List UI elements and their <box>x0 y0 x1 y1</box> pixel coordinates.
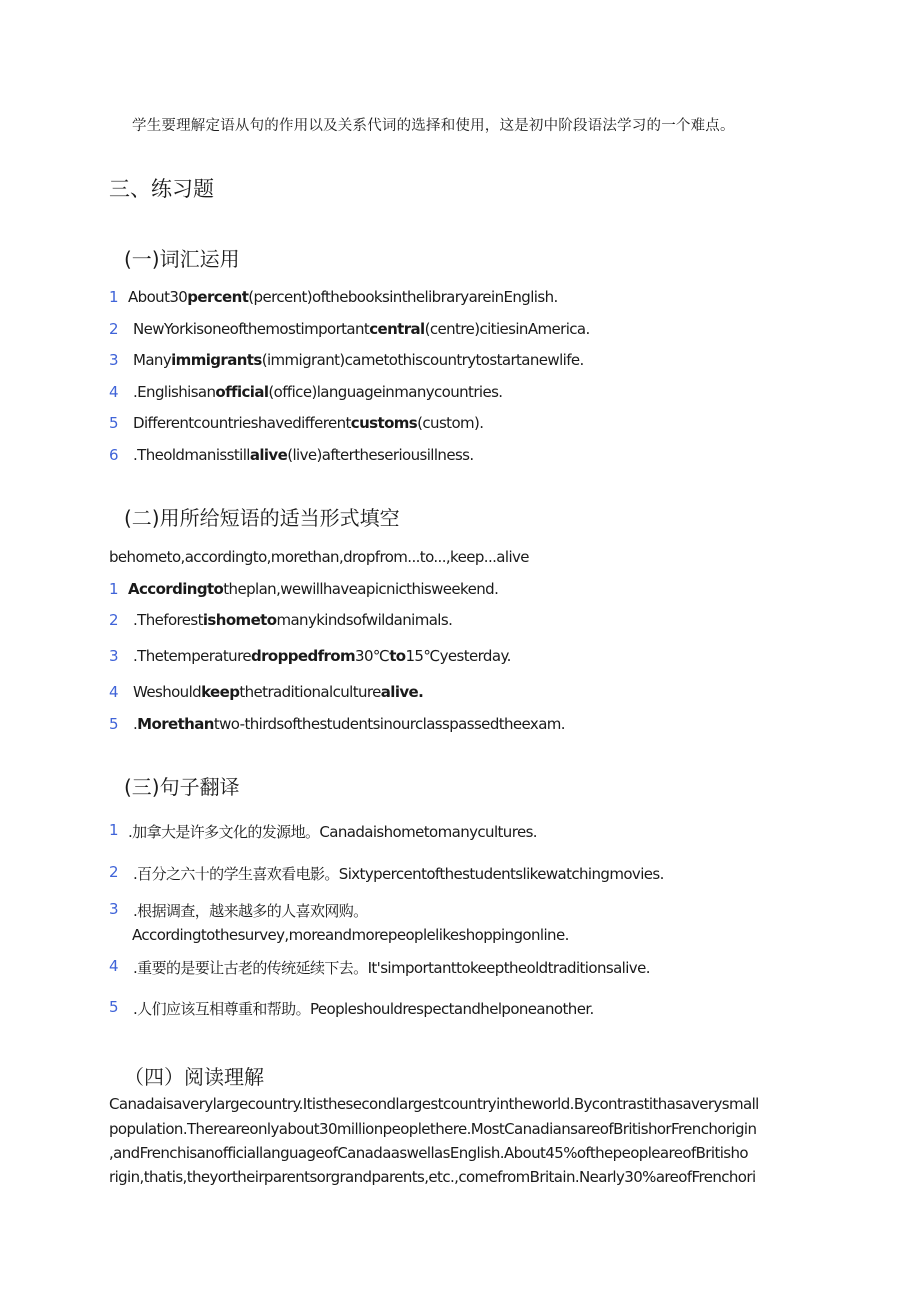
translation-item-english: Accordingtothesurvey,moreandmorepeoplelikeshoppingonline. <box>132 926 569 944</box>
translation-english: Sixtypercentofthestudentslikewatchingmovies. <box>338 865 664 883</box>
phrase-text: .Thetemperature <box>133 647 251 665</box>
phrase-text: two-thirdsofthestudentsinourclasspassedtheexam. <box>213 715 565 733</box>
vocab-answer: percent <box>187 288 249 306</box>
translation-item <box>128 821 537 842</box>
vocab-text: Many <box>133 351 172 369</box>
translation-english: Peopleshouldrespectandhelponeanother. <box>309 1000 594 1018</box>
translation-item-number: 4 <box>109 957 119 975</box>
phrase-answer: ishometo <box>202 611 277 629</box>
translation-item <box>133 900 368 921</box>
phrase-item-number: 4 <box>109 683 119 701</box>
phrase-text: theplan,wewillhaveapicnicthisweekend. <box>223 580 499 598</box>
translation-item-number: 5 <box>109 998 119 1016</box>
vocab-text: About30 <box>128 288 188 306</box>
phrase-text: 15℃yesterday. <box>405 647 511 665</box>
phrase-answer: alive. <box>380 683 424 701</box>
phrase-item <box>133 715 565 733</box>
phrase-text: Weshould <box>133 683 202 701</box>
phrase-text: thetraditionalculture <box>239 683 381 701</box>
translation-chinese: .根据调查，越来越多的人喜欢网购。 <box>133 902 368 920</box>
vocab-item <box>133 320 590 338</box>
intro-paragraph: 学生要理解定语从句的作用以及关系代词的选择和使用，这是初中阶段语法学习的一个难点。 <box>132 118 735 134</box>
vocab-answer: central <box>369 320 425 338</box>
vocab-item-number: 5 <box>109 414 119 432</box>
phrase-answer: to <box>389 647 406 665</box>
vocab-item-number: 6 <box>109 446 119 464</box>
translation-chinese: .人们应该互相尊重和帮助。 <box>133 1000 310 1018</box>
phrase-item-number: 5 <box>109 715 119 733</box>
phrase-item <box>133 611 452 629</box>
vocab-item <box>133 351 584 369</box>
translation-item-number: 1 <box>109 821 119 839</box>
phrase-item-number: 3 <box>109 647 119 665</box>
vocab-item <box>133 446 474 464</box>
vocab-answer: official <box>215 383 269 401</box>
translation-item-number: 3 <box>109 900 119 918</box>
vocab-text: .Theoldmanisstill <box>133 446 250 464</box>
vocab-text: .Englishisan <box>133 383 216 401</box>
phrase-item <box>128 580 498 598</box>
phrase-item <box>133 647 511 665</box>
vocab-text: (centre)citiesinAmerica. <box>424 320 590 338</box>
vocab-answer: alive <box>249 446 288 464</box>
translation-heading: (三)句子翻译 <box>124 775 240 799</box>
vocab-answer: immigrants <box>171 351 262 369</box>
vocab-item-number: 3 <box>109 351 119 369</box>
vocab-item <box>128 288 558 306</box>
phrase-answer: Accordingto <box>128 580 224 598</box>
vocab-item <box>133 383 502 401</box>
vocab-item-number: 4 <box>109 383 119 401</box>
translation-chinese: .加拿大是许多文化的发源地。 <box>128 823 320 841</box>
section-title: 三、练习题 <box>109 177 214 201</box>
reading-heading: （四）阅读理解 <box>124 1065 264 1089</box>
translation-english: Canadaishometomanycultures. <box>319 823 537 841</box>
translation-chinese: .重要的是要让古老的传统延续下去。 <box>133 959 368 977</box>
reading-line: Canadaisaverylargecountry.Itisthesecondlargestcountryintheworld.Bycontrastithasaverysmall <box>109 1095 759 1113</box>
reading-line: ,andFrenchisanofficiallanguageofCanadaaswellasEnglish.About45%ofthepeopleareofBritisho <box>109 1144 748 1162</box>
translation-item <box>133 998 594 1019</box>
phrase-item-number: 1 <box>109 580 119 598</box>
reading-line: population.Thereareonlyabout30millionpeoplethere.MostCanadiansareofBritishorFrenchorigin <box>109 1120 757 1138</box>
phrases-heading: (二)用所给短语的适当形式填空 <box>124 506 400 530</box>
translation-item <box>133 957 650 978</box>
phrase-list: behometo,accordingto,morethan,dropfrom...to...,keep...alive <box>109 548 529 566</box>
vocab-text: Differentcountrieshavedifferent <box>133 414 351 432</box>
phrase-text: .Theforest <box>133 611 203 629</box>
phrase-item-number: 2 <box>109 611 119 629</box>
vocab-text: (live)aftertheseriousillness. <box>287 446 474 464</box>
vocab-text: NewYorkisoneofthemostimportant <box>133 320 370 338</box>
translation-english: It'simportanttokeeptheoldtraditionsalive. <box>367 959 650 977</box>
translation-item <box>133 863 664 884</box>
vocab-text: (custom). <box>417 414 484 432</box>
phrase-item <box>133 683 423 701</box>
vocab-text: (office)languageinmanycountries. <box>268 383 503 401</box>
vocab-item <box>133 414 483 432</box>
translation-item-number: 2 <box>109 863 119 881</box>
reading-line: rigin,thatis,theyortheirparentsorgrandparents,etc.,comefromBritain.Nearly30%areofFrenchori <box>109 1168 756 1186</box>
vocab-text: (percent)ofthebooksinthelibraryareinEnglish. <box>248 288 558 306</box>
vocab-item-number: 1 <box>109 288 119 306</box>
vocab-answer: customs <box>350 414 418 432</box>
phrase-answer: Morethan <box>137 715 214 733</box>
vocab-text: (immigrant)cametothiscountrytostartanewlife. <box>261 351 584 369</box>
phrase-answer: keep <box>201 683 240 701</box>
phrase-answer: droppedfrom <box>250 647 356 665</box>
phrase-text: 30℃ <box>355 647 390 665</box>
phrase-text: . <box>133 715 138 733</box>
phrase-text: manykindsofwildanimals. <box>276 611 453 629</box>
translation-chinese: .百分之六十的学生喜欢看电影。 <box>133 865 339 883</box>
vocab-heading: (一)词汇运用 <box>124 247 240 271</box>
vocab-item-number: 2 <box>109 320 119 338</box>
